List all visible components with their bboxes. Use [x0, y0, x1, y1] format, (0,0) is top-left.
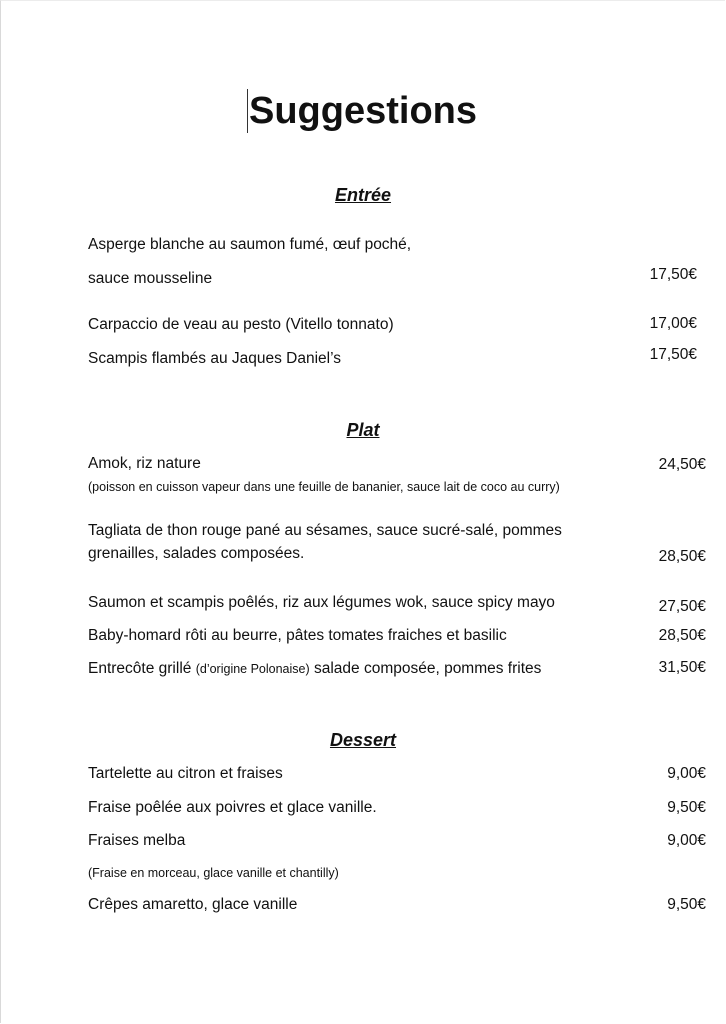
- menu-item-name: Carpaccio de veau au pesto (Vitello tonnato): [88, 316, 394, 333]
- menu-item-note: (Fraise en morceau, glace vanille et chantilly): [88, 866, 339, 880]
- section-title-entree: Entrée: [334, 185, 392, 205]
- menu-item-price: 17,00€: [649, 315, 697, 332]
- menu-item-price: 24,50€: [658, 456, 706, 473]
- menu-item-name: Scampis flambés au Jaques Daniel’s: [88, 350, 342, 367]
- menu-item-price: 17,50€: [649, 346, 697, 363]
- menu-item-name: Tartelette au citron et fraises: [88, 765, 283, 782]
- menu-item-name: Amok, riz nature: [88, 455, 201, 472]
- menu-item-name: Crêpes amaretto, glace vanille: [88, 896, 298, 913]
- menu-item-price: 9,00€: [667, 765, 706, 782]
- menu-item-name: Saumon et scampis poêlés, riz aux légumes wok, sauce spicy mayo: [88, 594, 555, 611]
- menu-item-name: grenailles, salades composées.: [88, 545, 305, 562]
- menu-item-price: 28,50€: [658, 548, 706, 565]
- menu-item-origin: (d’origine Polonaise): [195, 662, 310, 676]
- menu-item-name: sauce mousseline: [88, 270, 213, 287]
- menu-item-price: 9,00€: [667, 832, 706, 849]
- menu-item-name: [88, 659, 541, 679]
- menu-item-name-part: salade composée, pommes frites: [309, 660, 542, 677]
- page-title: Suggestions: [248, 90, 478, 132]
- section-title-plat: Plat: [346, 420, 380, 440]
- menu-item-price: 31,50€: [658, 659, 706, 676]
- section-title-dessert: Dessert: [329, 730, 397, 750]
- menu-item-price: 28,50€: [658, 627, 706, 644]
- menu-item-name: Fraises melba: [88, 832, 186, 849]
- menu-item-name: Baby-homard rôti au beurre, pâtes tomates fraiches et basilic: [88, 627, 507, 644]
- menu-item-name: Fraise poêlée aux poivres et glace vanille.: [88, 799, 377, 816]
- menu-item-price: 17,50€: [649, 266, 697, 283]
- menu-item-name-part: Entrecôte grillé: [88, 660, 196, 677]
- menu-item-price: 9,50€: [667, 896, 706, 913]
- menu-item-note: (poisson en cuisson vapeur dans une feuille de bananier, sauce lait de coco au curry): [88, 480, 560, 494]
- menu-item-price: 27,50€: [658, 598, 706, 615]
- menu-item-name: Asperge blanche au saumon fumé, œuf poché,: [88, 236, 412, 253]
- menu-item-price: 9,50€: [667, 799, 706, 816]
- menu-item-name: Tagliata de thon rouge pané au sésames, sauce sucré-salé, pommes: [88, 522, 562, 539]
